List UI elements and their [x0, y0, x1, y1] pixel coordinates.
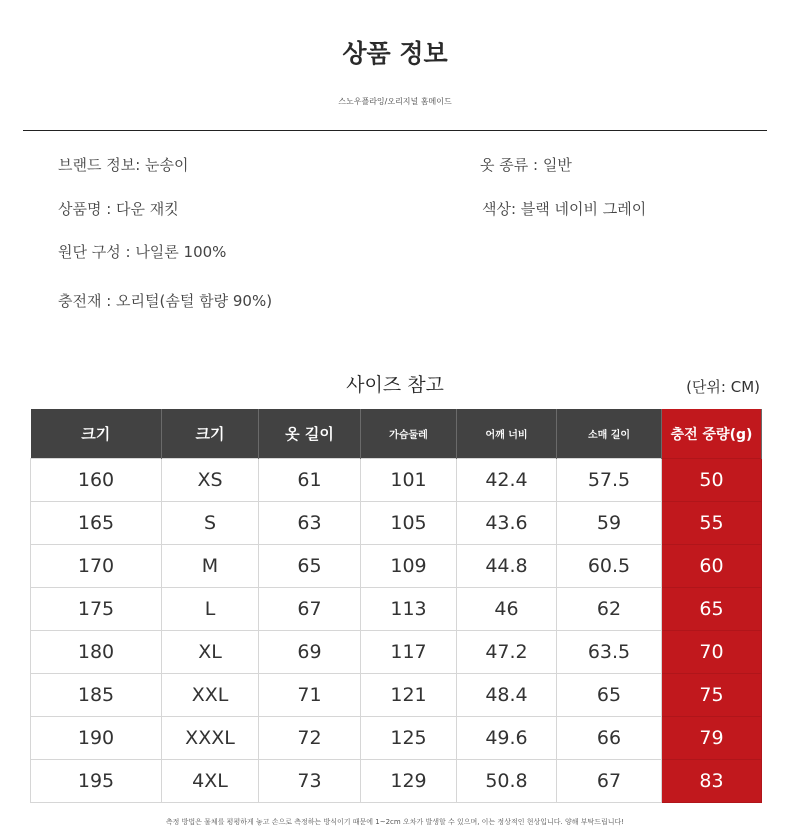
cell-fill-weight: 79 [662, 717, 762, 760]
cell-chest: 125 [361, 717, 457, 760]
table-row [31, 459, 762, 502]
cell-shoulder: 46 [457, 588, 557, 631]
header-fill-weight: 충전 중량(g) [662, 409, 762, 459]
cell-shoulder: 50.8 [457, 760, 557, 803]
size-chart-title: 사이즈 참고 [346, 374, 444, 396]
table-row [31, 502, 762, 545]
header-length: 옷 길이 [259, 409, 361, 459]
cell-fill-weight: 83 [662, 760, 762, 803]
cell-fill-weight: 75 [662, 674, 762, 717]
cell-height: 160 [31, 459, 162, 502]
cell-chest: 121 [361, 674, 457, 717]
info-fabric: 원단 구성 : 나일론 100% [58, 243, 227, 261]
cell-height: 180 [31, 631, 162, 674]
info-filling: 충전재 : 오리털(솜털 함량 90%) [58, 292, 273, 310]
cell-size: 4XL [162, 760, 259, 803]
table-row [31, 674, 762, 717]
page-title: 상품 정보 [342, 39, 448, 68]
cell-chest: 129 [361, 760, 457, 803]
cell-shoulder: 44.8 [457, 545, 557, 588]
cell-fill-weight: 65 [662, 588, 762, 631]
cell-fill-weight: 55 [662, 502, 762, 545]
divider [23, 130, 767, 131]
table-row [31, 760, 762, 803]
cell-size: XS [162, 459, 259, 502]
cell-length: 72 [259, 717, 361, 760]
cell-length: 61 [259, 459, 361, 502]
cell-size: XL [162, 631, 259, 674]
cell-height: 185 [31, 674, 162, 717]
cell-sleeve: 59 [557, 502, 662, 545]
header-size: 크기 [162, 409, 259, 459]
cell-sleeve: 60.5 [557, 545, 662, 588]
table-row [31, 631, 762, 674]
cell-length: 71 [259, 674, 361, 717]
cell-size: L [162, 588, 259, 631]
cell-fill-weight: 50 [662, 459, 762, 502]
unit-label: (단위: CM) [686, 378, 760, 396]
cell-sleeve: 66 [557, 717, 662, 760]
cell-shoulder: 48.4 [457, 674, 557, 717]
size-table-header-row [31, 409, 762, 459]
cell-shoulder: 42.4 [457, 459, 557, 502]
cell-sleeve: 65 [557, 674, 662, 717]
cell-shoulder: 49.6 [457, 717, 557, 760]
cell-size: M [162, 545, 259, 588]
cell-length: 67 [259, 588, 361, 631]
cell-height: 195 [31, 760, 162, 803]
cell-length: 69 [259, 631, 361, 674]
cell-size: S [162, 502, 259, 545]
cell-chest: 105 [361, 502, 457, 545]
info-brand: 브랜드 정보: 눈송이 [58, 156, 189, 174]
header-shoulder: 어깨 너비 [457, 409, 557, 459]
info-clothing-type: 옷 종류 : 일반 [480, 156, 572, 174]
cell-height: 175 [31, 588, 162, 631]
info-colors: 색상: 블랙 네이비 그레이 [482, 200, 647, 218]
cell-sleeve: 57.5 [557, 459, 662, 502]
size-table [30, 409, 762, 803]
cell-length: 63 [259, 502, 361, 545]
table-row [31, 545, 762, 588]
header-sleeve: 소매 길이 [557, 409, 662, 459]
cell-length: 65 [259, 545, 361, 588]
measurement-note: 측정 방법은 물체를 평평하게 놓고 손으로 측정하는 방식이기 때문에 1~2cm 오차가 발생할 수 있으며, 이는 정상적인 현상입니다. 양해 부탁드립니다! [165, 818, 625, 826]
table-row [31, 717, 762, 760]
cell-height: 170 [31, 545, 162, 588]
cell-chest: 101 [361, 459, 457, 502]
cell-chest: 113 [361, 588, 457, 631]
cell-height: 165 [31, 502, 162, 545]
info-product-name: 상품명 : 다운 재킷 [58, 200, 179, 218]
cell-chest: 117 [361, 631, 457, 674]
cell-shoulder: 43.6 [457, 502, 557, 545]
cell-fill-weight: 70 [662, 631, 762, 674]
cell-shoulder: 47.2 [457, 631, 557, 674]
header-chest: 가슴둘레 [361, 409, 457, 459]
cell-length: 73 [259, 760, 361, 803]
cell-sleeve: 63.5 [557, 631, 662, 674]
cell-sleeve: 62 [557, 588, 662, 631]
page-subtitle: 스노우플라잉/오리지널 홈메이드 [338, 97, 452, 106]
cell-chest: 109 [361, 545, 457, 588]
cell-fill-weight: 60 [662, 545, 762, 588]
cell-size: XXXL [162, 717, 259, 760]
cell-size: XXL [162, 674, 259, 717]
table-row [31, 588, 762, 631]
cell-sleeve: 67 [557, 760, 662, 803]
cell-height: 190 [31, 717, 162, 760]
header-height: 크기 [31, 409, 162, 459]
